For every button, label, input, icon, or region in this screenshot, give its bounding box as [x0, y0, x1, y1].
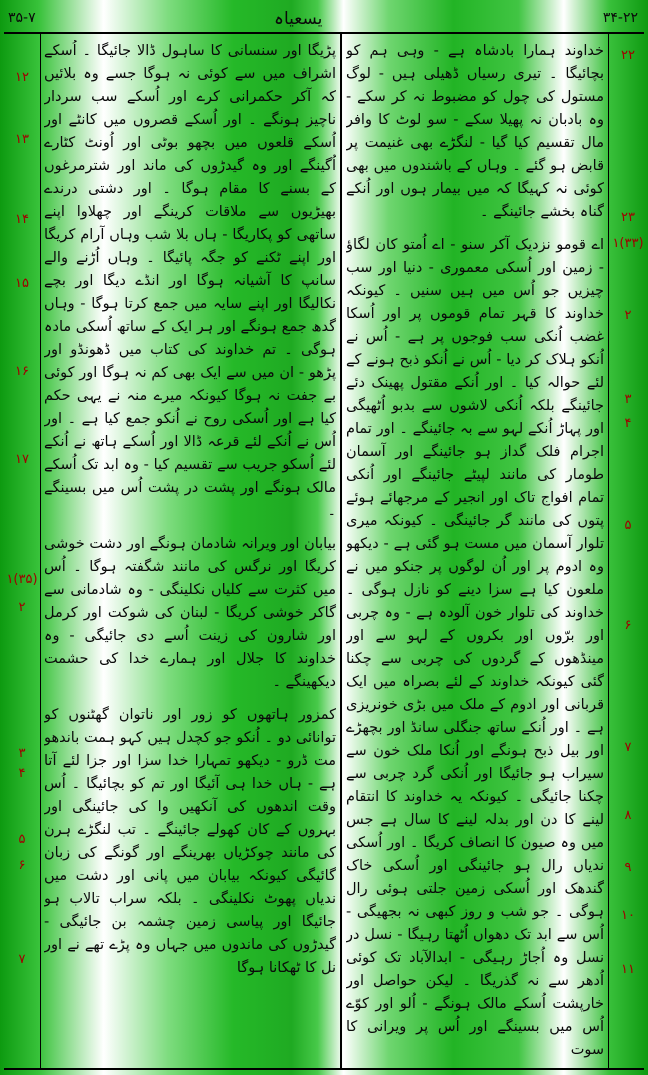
verse-number: ۳ — [624, 392, 632, 407]
book-title: یسعیاہ — [274, 9, 323, 29]
verse-number: ۱۱ — [621, 962, 635, 977]
verse-number: ۲۲ — [621, 48, 635, 63]
verse-number: ۱(۳۵) — [6, 572, 38, 587]
right-margin-rule — [608, 34, 609, 1068]
verse-number: ۶ — [18, 858, 26, 873]
footer-rule — [4, 1068, 644, 1070]
verse-number: ۷ — [624, 740, 632, 755]
chapter-range-left: ۳۵-۷ — [8, 10, 36, 26]
verse-number: ۱۰ — [621, 908, 635, 923]
chapter-range-right: ۳۴-۲۲ — [602, 10, 638, 26]
column-divider — [340, 34, 342, 1068]
verse-number: ۲ — [18, 600, 26, 615]
verse-number: ۱۴ — [15, 212, 29, 227]
paragraph: اے قومو نزدیک آکر سنو - اے اُمتو کان لگاؤ - زمین اور اُسکی معموری - دنیا اور سب چیزیں جو اُس میں ہیں سنیں ۔ کیونکہ خداوند کا قہر تمام قوموں پر اور اُسکا غضب اُنکی سب فوجوں پر ہے - اُس نے اُنکو ہلاک کر دیا - اُس نے اُنکو ذبح ہونے کے لئے حوالہ کیا ۔ اور اُنکے مقتول پھینک دئے جائینگے بلکہ اُنکی لاشوں سے بدبو اُٹھیگی اور پہاڑ اُنکے لہو سے بہ جائینگے ۔ اور تمام اجرام فلک گداز ہو جائینگے اور آسمان طومار کی مانند لپیٹے جائینگے اور اُنکی تمام افواج تاک اور انجیر کے مرجھائے ہوئے پتوں کی مانند گر جائینگی ۔ کیونکہ میری تلوار آسمان میں مست ہو گئی ہے - دیکھو وہ ادوم پر اور اُن لوگوں پر جنکو میں نے ملعون کیا ہے سزا دینے کو نازل ہوگی ۔ خداوند کی تلوار خون آلودہ ہے - وہ چربی اور برّوں اور بکروں کے لہو سے اور مینڈھوں کے گردوں کی چربی سے چکنا گئی کیونکہ خداوند کے لئے بصراہ میں ایک قربانی اور ادوم کے ملک میں بڑی خونریزی ہے ۔ اور اُنکے ساتھ جنگلی سانڈ اور بچھڑے اور بیل ذبح ہونگے اور اُنکا ملک خون سے سیراب ہو جائیگا اور اُنکی گرد چربی سے چکنا جائیگی ۔ کیونکہ یہ خداوند کا انتقام لینے کا دن اور بدلہ لینے کا سال ہے جس میں وہ صیون کا انصاف کریگا ۔ اور اُسکی ندیاں رال ہو جائینگی اور اُسکی خاک گندھک اور اُسکی زمین جلتی ہوئی رال ہوگی ۔ جو شب و روز کبھی نہ بجھیگی - اُس سے ابد تک دھواں اُٹھتا رہیگا - نسل در نسل وہ اُجاڑ رہیگی - ابدالآباد تک کوئی اُدھر سے نہ گذریگا ۔ لیکن حواصل اور خارپشت اُسکے مالک ہونگے - اُلو اور کوّے اُس میں بسینگے اور اُس پر ویرانی کا سوت — [346, 237, 604, 1058]
verse-number: ۷ — [18, 952, 26, 967]
paragraph: خداوند ہمارا بادشاہ ہے - وہی ہم کو بچائیگا ۔ تیری رسیاں ڈھیلی ہیں - لوگ مستول کی چول کو مضبوط نہ کر سکے - وہ بادبان نہ پھیلا سکے - سو لوٹ کا وافر مال تقسیم کیا گیا - لنگڑے بھی غنیمت پر قابض ہو گئے ۔ وہاں کے باشندوں میں بھی کوئی نہ کہیگا کہ میں بیمار ہوں اور اُنکے گناہ بخشے جائینگے ۔ — [346, 43, 604, 220]
verse-number: ۹ — [624, 860, 632, 875]
verse-number: ۴ — [624, 416, 632, 431]
verse-number: ۵ — [18, 832, 26, 847]
right-text-column — [346, 40, 604, 1066]
header-rule — [4, 32, 644, 34]
verse-number: ۴ — [18, 766, 26, 781]
verse-number: ۳ — [18, 746, 26, 761]
verse-number: ۱۳ — [15, 132, 29, 147]
page-header — [0, 0, 648, 34]
verse-number: ۶ — [624, 618, 632, 633]
verse-number: ۵ — [624, 518, 632, 533]
verse-number: ۱(۳۳) — [612, 236, 644, 251]
verse-number: ۲ — [624, 308, 632, 323]
verse-number: ۱۲ — [15, 70, 29, 85]
paragraph: بیابان اور ویرانہ شادمان ہونگے اور دشت خوشی کریگا اور نرگس کی مانند شگفتہ ہوگا ۔ اُس میں کثرت سے کلیاں نکلینگی - وہ شادمانی سے گاکر خوشی کریگا - لبنان کی شوکت اور کرمل اور شارون کی زینت اُسے دی جائیگی - وہ خداوند کا جلال اور ہمارے خدا کی حشمت دیکھینگے ۔ — [44, 536, 336, 690]
paragraph: پڑیگا اور سنسانی کا ساہول ڈالا جائیگا ۔ اُسکے اشراف میں سے کوئی نہ ہوگا جسے وہ بلائیں کہ آکر حکمرانی کرے اور اُسکے سب سردار ناچیز ہونگے ۔ اور اُسکے قصروں میں کانٹے اور اُسکے قلعوں میں بچھو بوٹی اور اُونٹ کٹارے اُگینگے اور وہ گیدڑوں کی ماند اور شترمرغوں کے بسنے کا مقام ہوگا ۔ اور دشتی درندے بھیڑیوں سے ملاقات کرینگے اور چھلاوا اپنے ساتھی کو پکاریگا - ہاں بلا شب وہاں آرام کریگا اور اپنے ٹکنے کو جگہ پائیگا ۔ وہاں اُڑنے والے سانپ کا آشیانہ ہوگا اور انڈے دیگا اور بچے نکالیگا اور اپنے سایہ میں جمع کرتا ہوگا - وہاں گدھ جمع ہونگے اور ہر ایک کے ساتھ اُسکی مادہ ہوگی ۔ تم خداوند کی کتاب میں ڈھونڈو اور پڑھو - ان میں سے ایک بھی کم نہ ہوگا اور کوئی بے جفت نہ ہوگا کیونکہ میرے منہ نے یہی حکم کیا ہے اور اُسکی روح نے اُنکو جمع کیا ہے ۔ اور اُس نے اُنکے لئے قرعہ ڈالا اور اُسکے ہاتھ نے اُنکے لئے اُسکو جریب سے تقسیم کیا - وہ ابد تک اُسکے مالک ہونگے اور پشت در پشت اُس میں بسینگے ۔ — [44, 43, 336, 519]
verse-number: ۱۶ — [15, 364, 29, 379]
left-verse-numbers — [4, 40, 40, 1066]
paragraph: کمزور ہاتھوں کو زور اور ناتوان گھٹنوں کو توانائی دو ۔ اُنکو جو کچدل ہیں کہو ہمت باندھو مت ڈرو - دیکھو تمہارا خدا سزا اور جزا لئے آتا ہے - ہاں خدا ہی آئیگا اور تم کو بچائیگا ۔ اُس وقت اندھوں کی آنکھیں وا کی جائینگی اور بہروں کے کان کھولے جائینگے ۔ تب لنگڑے ہرن کی مانند چوکڑیاں بھرینگے اور گونگے کی زبان گائیگی کیونکہ بیابان میں پانی اور دشت میں ندیاں پھوٹ نکلینگی ۔ بلکہ سراب تالاب ہو جائیگا اور پیاسی زمین چشمہ بن جائیگی - گیدڑوں کی ماندوں میں جہاں وہ پڑے تھے نے اور نل کا ٹھکانا ہوگا — [44, 707, 336, 976]
verse-number: ۲۳ — [621, 210, 635, 225]
left-margin-rule — [40, 34, 41, 1068]
right-verse-numbers — [610, 40, 646, 1066]
verse-number: ۸ — [624, 808, 632, 823]
verse-number: ۱۷ — [15, 452, 29, 467]
verse-number: ۱۵ — [15, 276, 29, 291]
left-text-column — [44, 40, 336, 1066]
